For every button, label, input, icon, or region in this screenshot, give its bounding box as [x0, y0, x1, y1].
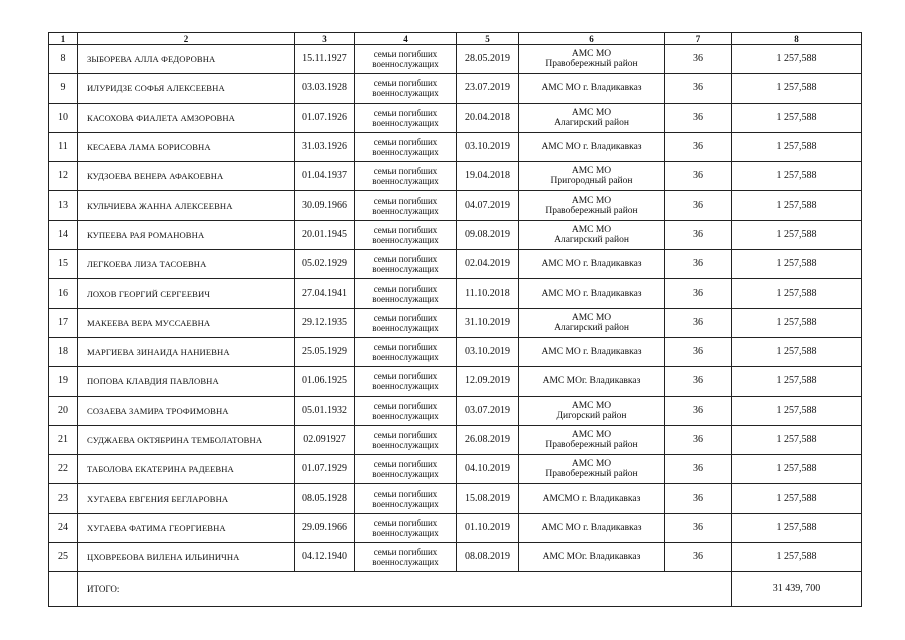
- administration-line-1: АМС МО: [571, 400, 612, 411]
- row-number: 13: [49, 191, 78, 220]
- administration-line-1: АМСМО г. Владикавказ: [542, 493, 641, 504]
- full-name: ИЛУРИДЗЕ СОФЬЯ АЛЕКСЕЕВНА: [78, 74, 295, 103]
- birth-date: 01.07.1926: [295, 103, 355, 132]
- administration: [519, 367, 665, 396]
- category-line-2: военнослужащих: [372, 381, 439, 392]
- birth-date: 31.03.1926: [295, 132, 355, 161]
- decision-date: 23.07.2019: [457, 74, 519, 103]
- administration-line-2: Алагирский район: [554, 117, 629, 128]
- category-line-2: военнослужащих: [372, 440, 439, 450]
- administration: [519, 162, 665, 191]
- category-line-1: семьи погибших: [373, 400, 438, 411]
- birth-date: 08.05.1928: [295, 484, 355, 513]
- col-header-2: 2: [78, 33, 295, 45]
- administration-line-1: АМС МО г. Владикавказ: [541, 288, 642, 299]
- decision-date: 11.10.2018: [457, 279, 519, 308]
- administration-line-1: АМС МО г. Владикавказ: [541, 522, 642, 533]
- table-row: [49, 45, 862, 74]
- birth-date: 04.12.1940: [295, 543, 355, 572]
- amount: 1 257,588: [732, 45, 862, 74]
- full-name: СОЗАЕВА ЗАМИРА ТРОФИМОВНА: [78, 396, 295, 425]
- administration: [519, 132, 665, 161]
- birth-date: 01.07.1929: [295, 455, 355, 484]
- category-line-1: семьи погибших: [373, 195, 438, 206]
- column-7-value: 36: [665, 220, 732, 249]
- category-line-2: военнослужащих: [372, 410, 439, 421]
- birth-date: 02.091927: [295, 425, 355, 454]
- amount: 1 257,588: [732, 103, 862, 132]
- category-line-2: военнослужащих: [372, 88, 439, 99]
- birth-date: 20.01.1945: [295, 220, 355, 249]
- birth-date: 27.04.1941: [295, 279, 355, 308]
- row-number: 25: [49, 543, 78, 572]
- administration: [519, 103, 665, 132]
- amount: 1 257,588: [732, 513, 862, 542]
- full-name: МАРГИЕВА ЗИНАИДА НАНИЕВНА: [78, 337, 295, 366]
- administration: [519, 337, 665, 366]
- administration-line-2: Алагирский район: [554, 322, 629, 333]
- column-7-value: 36: [665, 74, 732, 103]
- recipients-table: [48, 32, 862, 607]
- birth-date: 29.12.1935: [295, 308, 355, 337]
- administration: [519, 308, 665, 337]
- table-row: [49, 543, 862, 572]
- header-row: [49, 33, 862, 45]
- column-7-value: 36: [665, 396, 732, 425]
- col-header-6: 6: [519, 33, 665, 45]
- amount: 1 257,588: [732, 308, 862, 337]
- row-number: 15: [49, 250, 78, 279]
- administration-line-1: АМС МО: [571, 312, 612, 323]
- category-line-2: военнослужащих: [372, 176, 439, 187]
- administration: [519, 425, 665, 454]
- administration-line-1: АМС МО: [571, 166, 612, 177]
- full-name: ХУГАЕВА ФАТИМА ГЕОРГИЕВНА: [78, 513, 295, 542]
- category-line-2: военнослужащих: [372, 59, 439, 70]
- column-7-value: 36: [665, 484, 732, 513]
- administration: [519, 543, 665, 572]
- administration-line-2: Правобережный район: [545, 59, 638, 70]
- table-row: [49, 396, 862, 425]
- total-row: [49, 572, 862, 607]
- category: [355, 425, 457, 454]
- decision-date: 01.10.2019: [457, 513, 519, 542]
- col-header-8: 8: [732, 33, 862, 45]
- amount: 1 257,588: [732, 425, 862, 454]
- administration: [519, 484, 665, 513]
- table-row: [49, 425, 862, 454]
- decision-date: 03.07.2019: [457, 396, 519, 425]
- birth-date: 05.02.1929: [295, 250, 355, 279]
- row-number: 10: [49, 103, 78, 132]
- full-name: МАКЕЕВА ВЕРА МУССАЕВНА: [78, 308, 295, 337]
- column-7-value: 36: [665, 103, 732, 132]
- category-line-2: военнослужащих: [372, 527, 439, 538]
- full-name: ПОПОВА КЛАВДИЯ ПАВЛОВНА: [78, 367, 295, 396]
- table-row: [49, 367, 862, 396]
- amount: 1 257,588: [732, 337, 862, 366]
- administration: [519, 45, 665, 74]
- category-line-1: семьи погибших: [373, 137, 438, 148]
- administration: [519, 279, 665, 308]
- administration: [519, 250, 665, 279]
- administration: [519, 513, 665, 542]
- administration-line-1: АМС МОг. Владикавказ: [542, 376, 641, 387]
- column-7-value: 36: [665, 162, 732, 191]
- category: [355, 484, 457, 513]
- category-line-1: семьи погибших: [373, 547, 438, 558]
- category-line-2: военнослужащих: [372, 234, 439, 245]
- category: [355, 250, 457, 279]
- category: [355, 367, 457, 396]
- decision-date: 04.07.2019: [457, 191, 519, 220]
- table-row: [49, 308, 862, 337]
- category-line-1: семьи погибших: [373, 342, 438, 353]
- administration-line-1: АМС МО г. Владикавказ: [541, 259, 642, 270]
- amount: 1 257,588: [732, 74, 862, 103]
- col-header-1: 1: [49, 33, 78, 45]
- administration-line-2: Правобережный район: [545, 469, 638, 480]
- administration-line-1: АМС МО г. Владикавказ: [541, 347, 642, 358]
- column-7-value: 36: [665, 279, 732, 308]
- full-name: ХУГАЕВА ЕВГЕНИЯ БЕГЛАРОВНА: [78, 484, 295, 513]
- table-row: [49, 337, 862, 366]
- category-line-2: военнослужащих: [372, 352, 439, 363]
- category-line-2: военнослужащих: [372, 293, 439, 304]
- amount: 1 257,588: [732, 220, 862, 249]
- full-name: КУДЗОЕВА ВЕНЕРА АФАКОЕВНА: [78, 162, 295, 191]
- total-blank: [49, 572, 78, 607]
- row-number: 20: [49, 396, 78, 425]
- decision-date: 09.08.2019: [457, 220, 519, 249]
- category: [355, 74, 457, 103]
- column-7-value: 36: [665, 425, 732, 454]
- table-row: [49, 484, 862, 513]
- amount: 1 257,588: [732, 543, 862, 572]
- decision-date: 31.10.2019: [457, 308, 519, 337]
- row-number: 21: [49, 425, 78, 454]
- decision-date: 15.08.2019: [457, 484, 519, 513]
- total-label: ИТОГО:: [78, 572, 732, 607]
- col-header-4: 4: [355, 33, 457, 45]
- birth-date: 29.09.1966: [295, 513, 355, 542]
- category-line-2: военнослужащих: [372, 147, 439, 158]
- full-name: ЛЕГКОЕВА ЛИЗА ТАСОЕВНА: [78, 250, 295, 279]
- category: [355, 455, 457, 484]
- table-row: [49, 455, 862, 484]
- full-name: СУДЖАЕВА ОКТЯБРИНА ТЕМБОЛАТОВНА: [78, 425, 295, 454]
- category: [355, 45, 457, 74]
- category-line-1: семьи погибших: [373, 166, 438, 177]
- administration-line-1: АМС МО г. Владикавказ: [541, 83, 642, 94]
- category-line-1: семьи погибших: [373, 78, 438, 89]
- category: [355, 162, 457, 191]
- category-line-2: военнослужащих: [372, 205, 439, 216]
- row-number: 14: [49, 220, 78, 249]
- column-7-value: 36: [665, 367, 732, 396]
- row-number: 8: [49, 45, 78, 74]
- administration-line-1: АМС МО: [571, 49, 612, 60]
- administration-line-2: Пригородный район: [550, 176, 633, 187]
- decision-date: 12.09.2019: [457, 367, 519, 396]
- table-row: [49, 250, 862, 279]
- category-line-1: семьи погибших: [373, 107, 438, 118]
- category: [355, 396, 457, 425]
- administration-line-1: АМС МОг. Владикавказ: [542, 552, 641, 563]
- category-line-1: семьи погибших: [373, 224, 438, 235]
- decision-date: 20.04.2018: [457, 103, 519, 132]
- table-row: [49, 162, 862, 191]
- row-number: 12: [49, 162, 78, 191]
- decision-date: 03.10.2019: [457, 337, 519, 366]
- table-row: [49, 74, 862, 103]
- category-line-1: семьи погибших: [373, 517, 438, 528]
- column-7-value: 36: [665, 513, 732, 542]
- full-name: ТАБОЛОВА ЕКАТЕРИНА РАДЕЕВНА: [78, 455, 295, 484]
- administration-line-1: АМС МО: [571, 107, 612, 118]
- category: [355, 279, 457, 308]
- column-7-value: 36: [665, 250, 732, 279]
- administration: [519, 191, 665, 220]
- administration-line-2: Дигорский район: [556, 410, 627, 421]
- category: [355, 191, 457, 220]
- amount: 1 257,588: [732, 455, 862, 484]
- category: [355, 103, 457, 132]
- category-line-2: военнослужащих: [372, 557, 439, 568]
- full-name: ЦХОВРЕБОВА ВИЛЕНА ИЛЬИНИЧНА: [78, 543, 295, 572]
- category-line-2: военнослужащих: [372, 264, 439, 275]
- table-row: [49, 103, 862, 132]
- row-number: 16: [49, 279, 78, 308]
- administration-line-1: АМС МО: [571, 430, 612, 440]
- amount: 1 257,588: [732, 162, 862, 191]
- amount: 1 257,588: [732, 279, 862, 308]
- decision-date: 02.04.2019: [457, 250, 519, 279]
- amount: 1 257,588: [732, 396, 862, 425]
- col-header-7: 7: [665, 33, 732, 45]
- row-number: 23: [49, 484, 78, 513]
- category-line-1: семьи погибших: [373, 254, 438, 265]
- administration: [519, 220, 665, 249]
- birth-date: 30.09.1966: [295, 191, 355, 220]
- column-7-value: 36: [665, 132, 732, 161]
- col-header-5: 5: [457, 33, 519, 45]
- decision-date: 04.10.2019: [457, 455, 519, 484]
- category-line-1: семьи погибших: [373, 430, 438, 440]
- category-line-1: семьи погибших: [373, 312, 438, 323]
- total-amount: 31 439, 700: [732, 572, 862, 607]
- administration: [519, 74, 665, 103]
- table-row: [49, 132, 862, 161]
- full-name: КЕСАЕВА ЛАМА БОРИСОВНА: [78, 132, 295, 161]
- amount: 1 257,588: [732, 250, 862, 279]
- category-line-2: военнослужащих: [372, 469, 439, 480]
- row-number: 22: [49, 455, 78, 484]
- category-line-1: семьи погибших: [373, 283, 438, 294]
- category-line-2: военнослужащих: [372, 117, 439, 128]
- column-7-value: 36: [665, 455, 732, 484]
- administration-line-2: Алагирский район: [554, 234, 629, 245]
- row-number: 24: [49, 513, 78, 542]
- birth-date: 15.11.1927: [295, 45, 355, 74]
- category-line-1: семьи погибших: [373, 459, 438, 470]
- column-7-value: 36: [665, 543, 732, 572]
- decision-date: 19.04.2018: [457, 162, 519, 191]
- row-number: 9: [49, 74, 78, 103]
- administration-line-1: АМС МО: [571, 195, 612, 206]
- category: [355, 543, 457, 572]
- full-name: КУПЕЕВА РАЯ РОМАНОВНА: [78, 220, 295, 249]
- category-line-1: семьи погибших: [373, 488, 438, 499]
- row-number: 18: [49, 337, 78, 366]
- full-name: ЗЫБОРЕВА АЛЛА ФЕДОРОВНА: [78, 45, 295, 74]
- table-row: [49, 220, 862, 249]
- col-header-3: 3: [295, 33, 355, 45]
- category: [355, 132, 457, 161]
- birth-date: 05.01.1932: [295, 396, 355, 425]
- column-7-value: 36: [665, 45, 732, 74]
- decision-date: 03.10.2019: [457, 132, 519, 161]
- administration: [519, 396, 665, 425]
- row-number: 17: [49, 308, 78, 337]
- full-name: ЛОХОВ ГЕОРГИЙ СЕРГЕЕВИЧ: [78, 279, 295, 308]
- category: [355, 220, 457, 249]
- table-row: [49, 513, 862, 542]
- decision-date: 26.08.2019: [457, 425, 519, 454]
- birth-date: 01.04.1937: [295, 162, 355, 191]
- category-line-1: семьи погибших: [373, 49, 438, 60]
- column-7-value: 36: [665, 191, 732, 220]
- table-row: [49, 191, 862, 220]
- administration-line-2: Правобережный район: [545, 205, 638, 216]
- birth-date: 25.05.1929: [295, 337, 355, 366]
- category-line-2: военнослужащих: [372, 498, 439, 509]
- full-name: КУЛЬЧИЕВА ЖАННА АЛЕКСЕЕВНА: [78, 191, 295, 220]
- administration-line-1: АМС МО г. Владикавказ: [541, 142, 642, 153]
- row-number: 19: [49, 367, 78, 396]
- amount: 1 257,588: [732, 132, 862, 161]
- amount: 1 257,588: [732, 191, 862, 220]
- category: [355, 513, 457, 542]
- category-line-2: военнослужащих: [372, 322, 439, 333]
- administration-line-1: АМС МО: [571, 224, 612, 235]
- category-line-1: семьи погибших: [373, 371, 438, 382]
- row-number: 11: [49, 132, 78, 161]
- birth-date: 01.06.1925: [295, 367, 355, 396]
- table-row: [49, 279, 862, 308]
- amount: 1 257,588: [732, 367, 862, 396]
- amount: 1 257,588: [732, 484, 862, 513]
- administration-line-2: Правобережный район: [545, 440, 638, 450]
- birth-date: 03.03.1928: [295, 74, 355, 103]
- full-name: КАСОХОВА ФИАЛЕТА АМЗОРОВНА: [78, 103, 295, 132]
- column-7-value: 36: [665, 337, 732, 366]
- decision-date: 08.08.2019: [457, 543, 519, 572]
- category: [355, 337, 457, 366]
- administration-line-1: АМС МО: [571, 459, 612, 470]
- category: [355, 308, 457, 337]
- column-7-value: 36: [665, 308, 732, 337]
- administration: [519, 455, 665, 484]
- decision-date: 28.05.2019: [457, 45, 519, 74]
